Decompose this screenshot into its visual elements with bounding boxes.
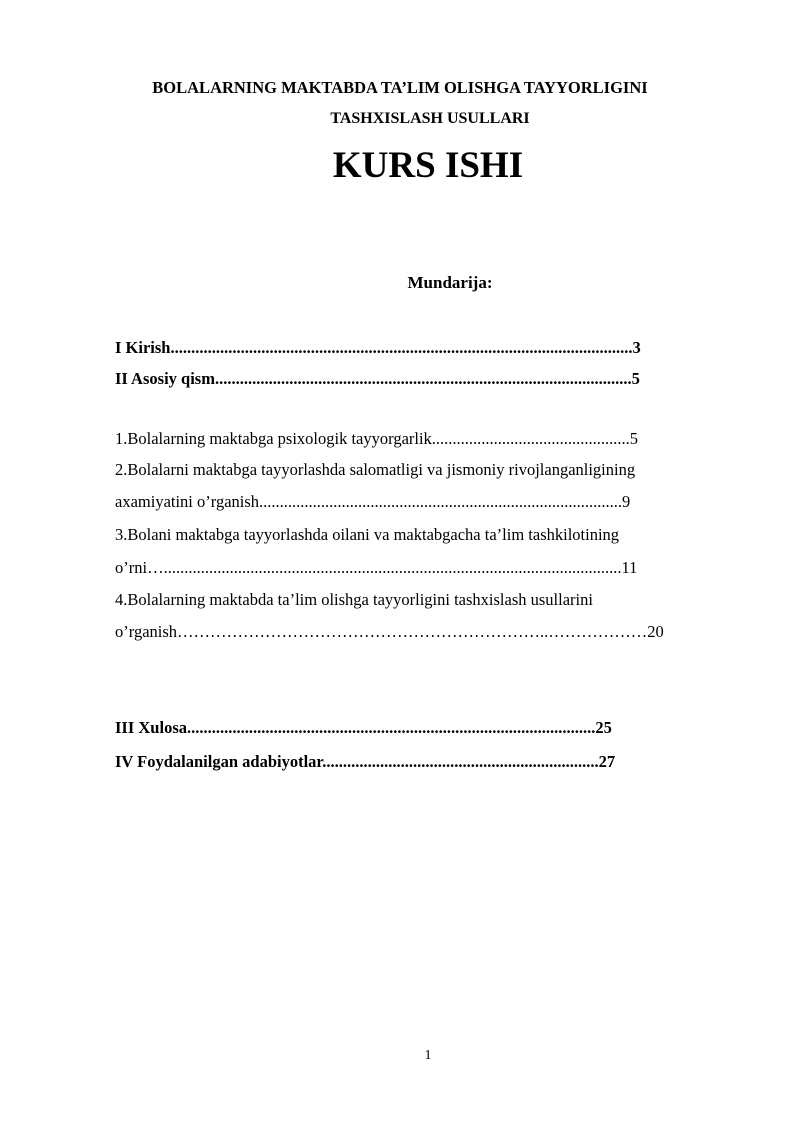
document-title-line-1: BOLALARNING MAKTABDA TA’LIM OLISHGA TAYYORLIGINI (152, 78, 648, 97)
toc-entry-kirish: I Kirish................................................................................................................3 (115, 338, 641, 357)
toc-subentry-3-line-2: o’rni…...............................................................................................................11 (115, 558, 638, 577)
toc-subentry-2-line-2: axamiyatini o’rganish........................................................................................9 (115, 492, 631, 511)
toc-subentry-4-line-2: o’rganish…………………………………………………………..………………20 (115, 622, 664, 641)
toc-subentry-4-line-1: 4.Bolalarning maktabda ta’lim olishga tayyorligini tashxislash usullarini (115, 590, 593, 609)
toc-entry-asosiy-qism: II Asosiy qism.....................................................................................................5 (115, 369, 640, 388)
toc-entry-xulosa: III Xulosa...................................................................................................25 (115, 718, 612, 737)
toc-subentry-2-line-1: 2.Bolalarni maktabga tayyorlashda salomatligi va jismoniy rivojlanganligining (115, 460, 636, 479)
toc-subentry-1: 1.Bolalarning maktabga psixologik tayyorgarlik................................................5 (115, 429, 639, 448)
toc-entry-adabiyotlar: IV Foydalanilgan adabiyotlar...................................................................27 (115, 752, 616, 771)
toc-heading: Mundarija: (407, 273, 493, 292)
document-title-line-2: TASHXISLASH USULLARI (330, 110, 530, 127)
toc-subentry-3-line-1: 3.Bolani maktabga tayyorlashda oilani va maktabgacha ta’lim tashkilotining (115, 525, 620, 544)
document-type-heading: KURS ISHI (332, 145, 524, 186)
page-number: 1 (424, 1048, 432, 1063)
